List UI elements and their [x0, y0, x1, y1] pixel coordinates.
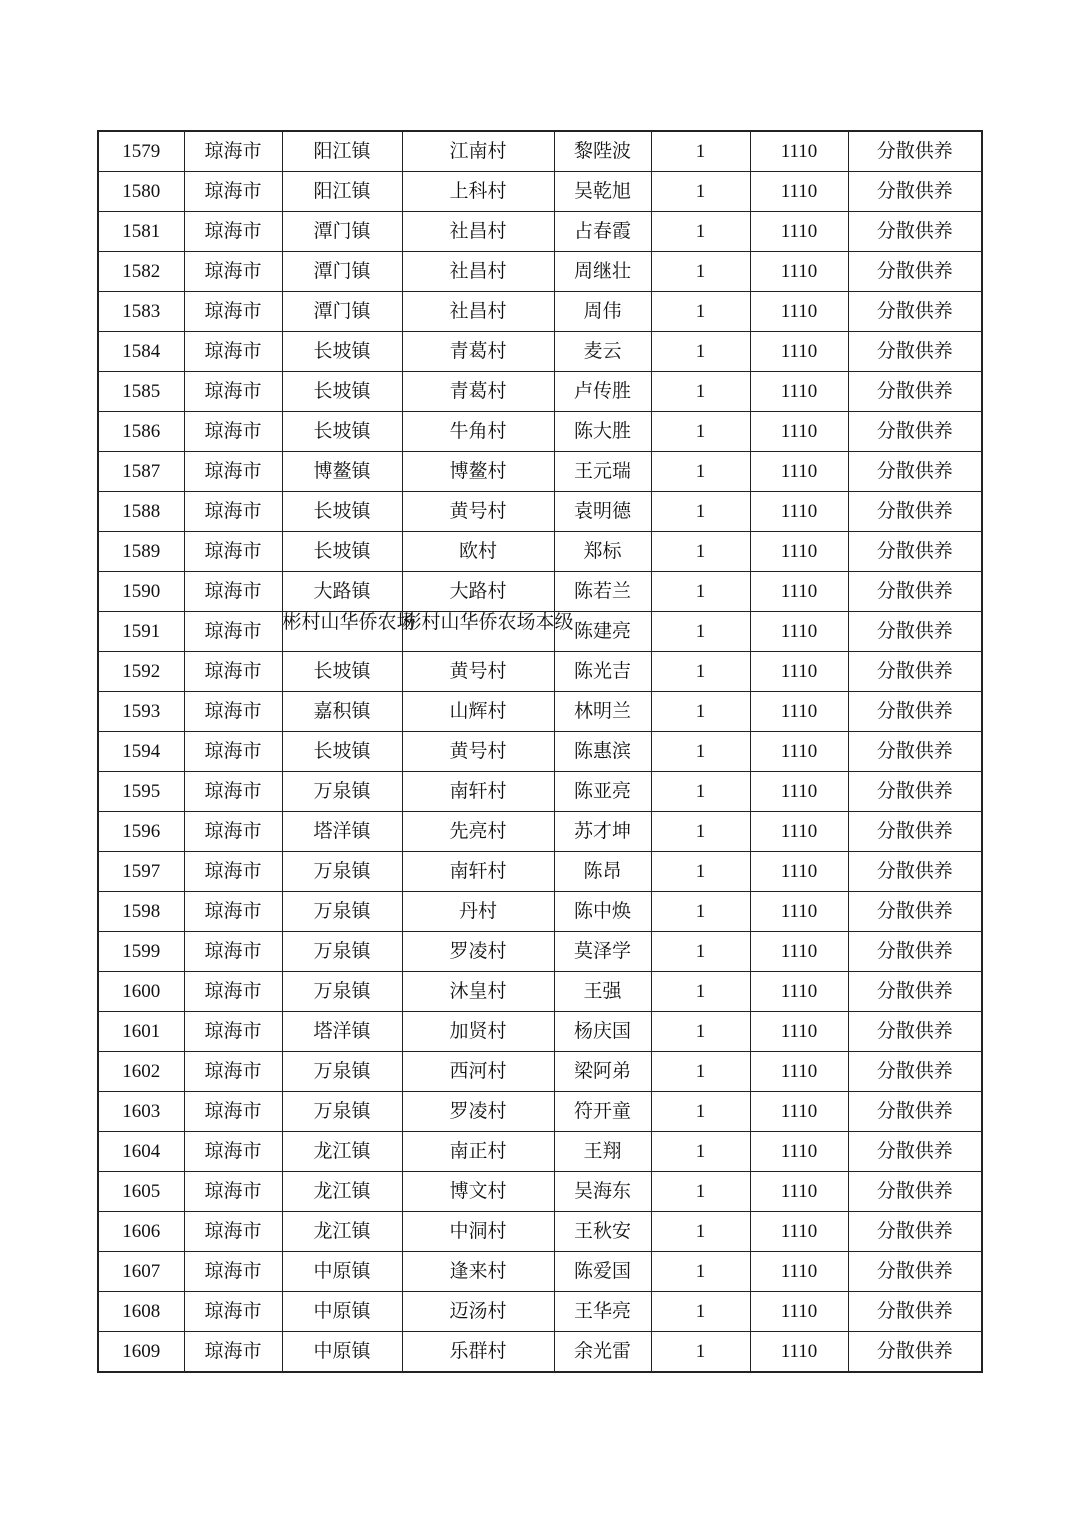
table-row — [98, 131, 982, 172]
village-cell: 社昌村 — [402, 212, 554, 252]
table-row — [98, 292, 982, 332]
table-row — [98, 812, 982, 852]
table-row — [98, 852, 982, 892]
city-cell: 琼海市 — [184, 852, 282, 892]
count-cell: 1 — [651, 1012, 750, 1052]
serial-number-cell: 1597 — [98, 852, 184, 892]
serial-number-cell: 1609 — [98, 1332, 184, 1373]
support-type-cell: 分散供养 — [848, 1092, 982, 1132]
support-type-cell: 分散供养 — [848, 1012, 982, 1052]
table-row — [98, 372, 982, 412]
amount-cell: 1110 — [750, 972, 848, 1012]
table-row — [98, 172, 982, 212]
city-cell: 琼海市 — [184, 1012, 282, 1052]
support-type-cell: 分散供养 — [848, 412, 982, 452]
table-row — [98, 492, 982, 532]
support-type-cell: 分散供养 — [848, 1332, 982, 1373]
amount-cell: 1110 — [750, 572, 848, 612]
name-cell: 陈中焕 — [554, 892, 651, 932]
serial-number-cell: 1599 — [98, 932, 184, 972]
count-cell: 1 — [651, 532, 750, 572]
support-type-cell: 分散供养 — [848, 131, 982, 172]
city-cell: 琼海市 — [184, 892, 282, 932]
count-cell: 1 — [651, 652, 750, 692]
town-cell: 万泉镇 — [282, 1052, 402, 1092]
city-cell: 琼海市 — [184, 532, 282, 572]
city-cell: 琼海市 — [184, 452, 282, 492]
village-cell: 青葛村 — [402, 372, 554, 412]
town-cell: 龙江镇 — [282, 1132, 402, 1172]
support-type-cell: 分散供养 — [848, 692, 982, 732]
serial-number-cell: 1602 — [98, 1052, 184, 1092]
village-cell: 黄号村 — [402, 652, 554, 692]
support-type-cell: 分散供养 — [848, 372, 982, 412]
town-cell: 塔洋镇 — [282, 812, 402, 852]
town-cell: 龙江镇 — [282, 1212, 402, 1252]
serial-number-cell: 1600 — [98, 972, 184, 1012]
name-cell: 王秋安 — [554, 1212, 651, 1252]
village-cell: 欧村 — [402, 532, 554, 572]
name-cell: 王元瑞 — [554, 452, 651, 492]
city-cell: 琼海市 — [184, 1132, 282, 1172]
village-cell: 社昌村 — [402, 252, 554, 292]
support-type-cell: 分散供养 — [848, 492, 982, 532]
name-cell: 陈亚亮 — [554, 772, 651, 812]
support-type-cell: 分散供养 — [848, 932, 982, 972]
support-type-cell: 分散供养 — [848, 292, 982, 332]
name-cell: 麦云 — [554, 332, 651, 372]
village-cell: 加贤村 — [402, 1012, 554, 1052]
name-cell: 王华亮 — [554, 1292, 651, 1332]
town-cell: 长坡镇 — [282, 732, 402, 772]
amount-cell: 1110 — [750, 292, 848, 332]
town-cell: 长坡镇 — [282, 412, 402, 452]
count-cell: 1 — [651, 412, 750, 452]
city-cell: 琼海市 — [184, 772, 282, 812]
serial-number-cell: 1579 — [98, 131, 184, 172]
name-cell: 占春霞 — [554, 212, 651, 252]
name-cell: 莫泽学 — [554, 932, 651, 972]
support-type-cell: 分散供养 — [848, 1252, 982, 1292]
table-row — [98, 452, 982, 492]
table-row — [98, 1132, 982, 1172]
amount-cell: 1110 — [750, 372, 848, 412]
count-cell: 1 — [651, 212, 750, 252]
table-row — [98, 212, 982, 252]
city-cell: 琼海市 — [184, 692, 282, 732]
city-cell: 琼海市 — [184, 292, 282, 332]
table-row — [98, 412, 982, 452]
count-cell: 1 — [651, 1092, 750, 1132]
village-cell: 南正村 — [402, 1132, 554, 1172]
name-cell: 王翔 — [554, 1132, 651, 1172]
name-cell: 余光雷 — [554, 1332, 651, 1373]
amount-cell: 1110 — [750, 772, 848, 812]
city-cell: 琼海市 — [184, 652, 282, 692]
serial-number-cell: 1604 — [98, 1132, 184, 1172]
name-cell: 吴海东 — [554, 1172, 651, 1212]
town-cell: 中原镇 — [282, 1252, 402, 1292]
table-row — [98, 332, 982, 372]
town-cell: 长坡镇 — [282, 652, 402, 692]
serial-number-cell: 1603 — [98, 1092, 184, 1132]
serial-number-cell: 1585 — [98, 372, 184, 412]
support-type-cell: 分散供养 — [848, 572, 982, 612]
serial-number-cell: 1589 — [98, 532, 184, 572]
name-cell: 周继壮 — [554, 252, 651, 292]
village-cell: 山辉村 — [402, 692, 554, 732]
count-cell: 1 — [651, 972, 750, 1012]
amount-cell: 1110 — [750, 692, 848, 732]
amount-cell: 1110 — [750, 612, 848, 652]
support-type-cell: 分散供养 — [848, 652, 982, 692]
serial-number-cell: 1593 — [98, 692, 184, 732]
table-row — [98, 732, 982, 772]
serial-number-cell: 1591 — [98, 612, 184, 652]
city-cell: 琼海市 — [184, 1332, 282, 1373]
town-cell: 万泉镇 — [282, 932, 402, 972]
town-cell: 中原镇 — [282, 1332, 402, 1373]
count-cell: 1 — [651, 932, 750, 972]
count-cell: 1 — [651, 1292, 750, 1332]
table-row — [98, 1292, 982, 1332]
table-row — [98, 1252, 982, 1292]
town-cell: 长坡镇 — [282, 532, 402, 572]
village-cell: 江南村 — [402, 131, 554, 172]
city-cell: 琼海市 — [184, 1252, 282, 1292]
count-cell: 1 — [651, 692, 750, 732]
village-cell: 先亮村 — [402, 812, 554, 852]
village-cell: 黄号村 — [402, 732, 554, 772]
village-cell: 中洞村 — [402, 1212, 554, 1252]
name-cell: 郑标 — [554, 532, 651, 572]
serial-number-cell: 1588 — [98, 492, 184, 532]
support-type-cell: 分散供养 — [848, 812, 982, 852]
name-cell: 卢传胜 — [554, 372, 651, 412]
support-type-cell: 分散供养 — [848, 612, 982, 652]
name-cell: 陈爱国 — [554, 1252, 651, 1292]
amount-cell: 1110 — [750, 1052, 848, 1092]
town-cell: 万泉镇 — [282, 892, 402, 932]
serial-number-cell: 1606 — [98, 1212, 184, 1252]
city-cell: 琼海市 — [184, 172, 282, 212]
city-cell: 琼海市 — [184, 572, 282, 612]
amount-cell: 1110 — [750, 852, 848, 892]
count-cell: 1 — [651, 1212, 750, 1252]
serial-number-cell: 1583 — [98, 292, 184, 332]
serial-number-cell: 1587 — [98, 452, 184, 492]
amount-cell: 1110 — [750, 532, 848, 572]
amount-cell: 1110 — [750, 212, 848, 252]
count-cell: 1 — [651, 131, 750, 172]
count-cell: 1 — [651, 1132, 750, 1172]
table-body — [98, 131, 982, 1372]
serial-number-cell: 1605 — [98, 1172, 184, 1212]
city-cell: 琼海市 — [184, 1212, 282, 1252]
table-row — [98, 612, 982, 652]
village-cell: 乐群村 — [402, 1332, 554, 1373]
amount-cell: 1110 — [750, 1332, 848, 1373]
table-row — [98, 972, 982, 1012]
count-cell: 1 — [651, 172, 750, 212]
village-cell: 大路村 — [402, 572, 554, 612]
count-cell: 1 — [651, 1252, 750, 1292]
serial-number-cell: 1581 — [98, 212, 184, 252]
count-cell: 1 — [651, 452, 750, 492]
table-row — [98, 252, 982, 292]
name-cell: 符开童 — [554, 1092, 651, 1132]
village-cell: 博鳌村 — [402, 452, 554, 492]
support-type-cell: 分散供养 — [848, 892, 982, 932]
village-cell: 上科村 — [402, 172, 554, 212]
village-cell: 丹村 — [402, 892, 554, 932]
support-type-cell: 分散供养 — [848, 732, 982, 772]
city-cell: 琼海市 — [184, 812, 282, 852]
amount-cell: 1110 — [750, 172, 848, 212]
town-cell: 潭门镇 — [282, 212, 402, 252]
city-cell: 琼海市 — [184, 972, 282, 1012]
village-cell: 罗凌村 — [402, 932, 554, 972]
town-cell: 嘉积镇 — [282, 692, 402, 732]
name-cell: 王强 — [554, 972, 651, 1012]
count-cell: 1 — [651, 732, 750, 772]
city-cell: 琼海市 — [184, 131, 282, 172]
support-type-cell: 分散供养 — [848, 852, 982, 892]
serial-number-cell: 1592 — [98, 652, 184, 692]
name-cell: 陈光吉 — [554, 652, 651, 692]
amount-cell: 1110 — [750, 332, 848, 372]
support-type-cell: 分散供养 — [848, 252, 982, 292]
village-cell: 逢来村 — [402, 1252, 554, 1292]
amount-cell: 1110 — [750, 1092, 848, 1132]
serial-number-cell: 1598 — [98, 892, 184, 932]
village-cell — [402, 611, 574, 652]
amount-cell: 1110 — [750, 252, 848, 292]
count-cell: 1 — [651, 1052, 750, 1092]
serial-number-cell: 1608 — [98, 1292, 184, 1332]
town-cell: 阳江镇 — [282, 131, 402, 172]
city-cell: 琼海市 — [184, 372, 282, 412]
table-row — [98, 1012, 982, 1052]
serial-number-cell: 1595 — [98, 772, 184, 812]
table-row — [98, 572, 982, 612]
village-cell: 迈汤村 — [402, 1292, 554, 1332]
amount-cell: 1110 — [750, 492, 848, 532]
name-cell: 梁阿弟 — [554, 1052, 651, 1092]
support-type-cell: 分散供养 — [848, 1292, 982, 1332]
serial-number-cell: 1596 — [98, 812, 184, 852]
town-cell: 中原镇 — [282, 1292, 402, 1332]
support-type-cell: 分散供养 — [848, 972, 982, 1012]
count-cell: 1 — [651, 292, 750, 332]
town-cell: 长坡镇 — [282, 372, 402, 412]
name-cell: 周伟 — [554, 292, 651, 332]
amount-cell: 1110 — [750, 812, 848, 852]
amount-cell: 1110 — [750, 1212, 848, 1252]
city-cell: 琼海市 — [184, 1172, 282, 1212]
table-row — [98, 692, 982, 732]
town-cell: 龙江镇 — [282, 1172, 402, 1212]
support-type-cell: 分散供养 — [848, 172, 982, 212]
table-row — [98, 892, 982, 932]
village-cell: 博文村 — [402, 1172, 554, 1212]
support-type-cell: 分散供养 — [848, 1052, 982, 1092]
village-cell: 黄号村 — [402, 492, 554, 532]
serial-number-cell: 1607 — [98, 1252, 184, 1292]
serial-number-cell: 1601 — [98, 1012, 184, 1052]
amount-cell: 1110 — [750, 1012, 848, 1052]
name-cell: 陈若兰 — [554, 572, 651, 612]
name-cell: 袁明德 — [554, 492, 651, 532]
beneficiary-table — [97, 130, 983, 1373]
count-cell: 1 — [651, 892, 750, 932]
amount-cell: 1110 — [750, 1292, 848, 1332]
serial-number-cell: 1590 — [98, 572, 184, 612]
city-cell: 琼海市 — [184, 332, 282, 372]
city-cell: 琼海市 — [184, 1292, 282, 1332]
support-type-cell: 分散供养 — [848, 332, 982, 372]
amount-cell: 1110 — [750, 1132, 848, 1172]
name-cell: 陈大胜 — [554, 412, 651, 452]
city-cell: 琼海市 — [184, 932, 282, 972]
town-cell: 长坡镇 — [282, 332, 402, 372]
town-cell: 潭门镇 — [282, 252, 402, 292]
support-type-cell: 分散供养 — [848, 772, 982, 812]
table-row — [98, 772, 982, 812]
name-cell: 苏才坤 — [554, 812, 651, 852]
city-cell: 琼海市 — [184, 252, 282, 292]
count-cell: 1 — [651, 1172, 750, 1212]
table-row — [98, 1332, 982, 1373]
name-cell: 陈昂 — [554, 852, 651, 892]
name-cell: 吴乾旭 — [554, 172, 651, 212]
town-cell: 大路镇 — [282, 572, 402, 612]
count-cell: 1 — [651, 332, 750, 372]
serial-number-cell: 1582 — [98, 252, 184, 292]
town-cell — [282, 611, 416, 652]
support-type-cell: 分散供养 — [848, 1212, 982, 1252]
city-cell: 琼海市 — [184, 1052, 282, 1092]
amount-cell: 1110 — [750, 412, 848, 452]
amount-cell: 1110 — [750, 1252, 848, 1292]
support-type-cell: 分散供养 — [848, 532, 982, 572]
name-cell: 杨庆国 — [554, 1012, 651, 1052]
village-cell: 罗凌村 — [402, 1092, 554, 1132]
amount-cell: 1110 — [750, 1172, 848, 1212]
serial-number-cell: 1594 — [98, 732, 184, 772]
amount-cell: 1110 — [750, 932, 848, 972]
town-cell: 潭门镇 — [282, 292, 402, 332]
village-cell: 青葛村 — [402, 332, 554, 372]
village-cell: 社昌村 — [402, 292, 554, 332]
count-cell: 1 — [651, 572, 750, 612]
count-cell: 1 — [651, 252, 750, 292]
support-type-cell: 分散供养 — [848, 1132, 982, 1172]
city-cell: 琼海市 — [184, 612, 282, 652]
table-row — [98, 1172, 982, 1212]
town-cell: 万泉镇 — [282, 972, 402, 1012]
serial-number-cell: 1580 — [98, 172, 184, 212]
cell-text: 彬村山华侨农场 — [282, 611, 416, 633]
amount-cell: 1110 — [750, 652, 848, 692]
name-cell: 林明兰 — [554, 692, 651, 732]
city-cell: 琼海市 — [184, 1092, 282, 1132]
count-cell: 1 — [651, 1332, 750, 1373]
town-cell: 万泉镇 — [282, 772, 402, 812]
amount-cell: 1110 — [750, 732, 848, 772]
city-cell: 琼海市 — [184, 412, 282, 452]
table-row — [98, 652, 982, 692]
name-cell: 陈惠滨 — [554, 732, 651, 772]
town-cell: 塔洋镇 — [282, 1012, 402, 1052]
count-cell: 1 — [651, 372, 750, 412]
support-type-cell: 分散供养 — [848, 212, 982, 252]
village-cell: 西河村 — [402, 1052, 554, 1092]
serial-number-cell: 1584 — [98, 332, 184, 372]
village-cell: 沐皇村 — [402, 972, 554, 1012]
count-cell: 1 — [651, 772, 750, 812]
support-type-cell: 分散供养 — [848, 1172, 982, 1212]
town-cell: 万泉镇 — [282, 1092, 402, 1132]
name-cell: 黎陛波 — [554, 131, 651, 172]
city-cell: 琼海市 — [184, 732, 282, 772]
support-type-cell: 分散供养 — [848, 452, 982, 492]
village-cell: 南轩村 — [402, 772, 554, 812]
table-row — [98, 1092, 982, 1132]
count-cell: 1 — [651, 492, 750, 532]
count-cell: 1 — [651, 852, 750, 892]
amount-cell: 1110 — [750, 892, 848, 932]
city-cell: 琼海市 — [184, 212, 282, 252]
town-cell: 长坡镇 — [282, 492, 402, 532]
amount-cell: 1110 — [750, 452, 848, 492]
amount-cell: 1110 — [750, 131, 848, 172]
city-cell: 琼海市 — [184, 492, 282, 532]
table-row — [98, 1052, 982, 1092]
serial-number-cell: 1586 — [98, 412, 184, 452]
count-cell: 1 — [651, 812, 750, 852]
cell-text: 彬村山华侨农场本级 — [402, 611, 574, 633]
count-cell: 1 — [651, 612, 750, 652]
town-cell: 万泉镇 — [282, 852, 402, 892]
table-row — [98, 932, 982, 972]
town-cell: 博鳌镇 — [282, 452, 402, 492]
village-cell: 牛角村 — [402, 412, 554, 452]
village-cell: 南轩村 — [402, 852, 554, 892]
name-cell: 陈建亮 — [554, 612, 651, 652]
table-row — [98, 532, 982, 572]
town-cell: 阳江镇 — [282, 172, 402, 212]
table-row — [98, 1212, 982, 1252]
